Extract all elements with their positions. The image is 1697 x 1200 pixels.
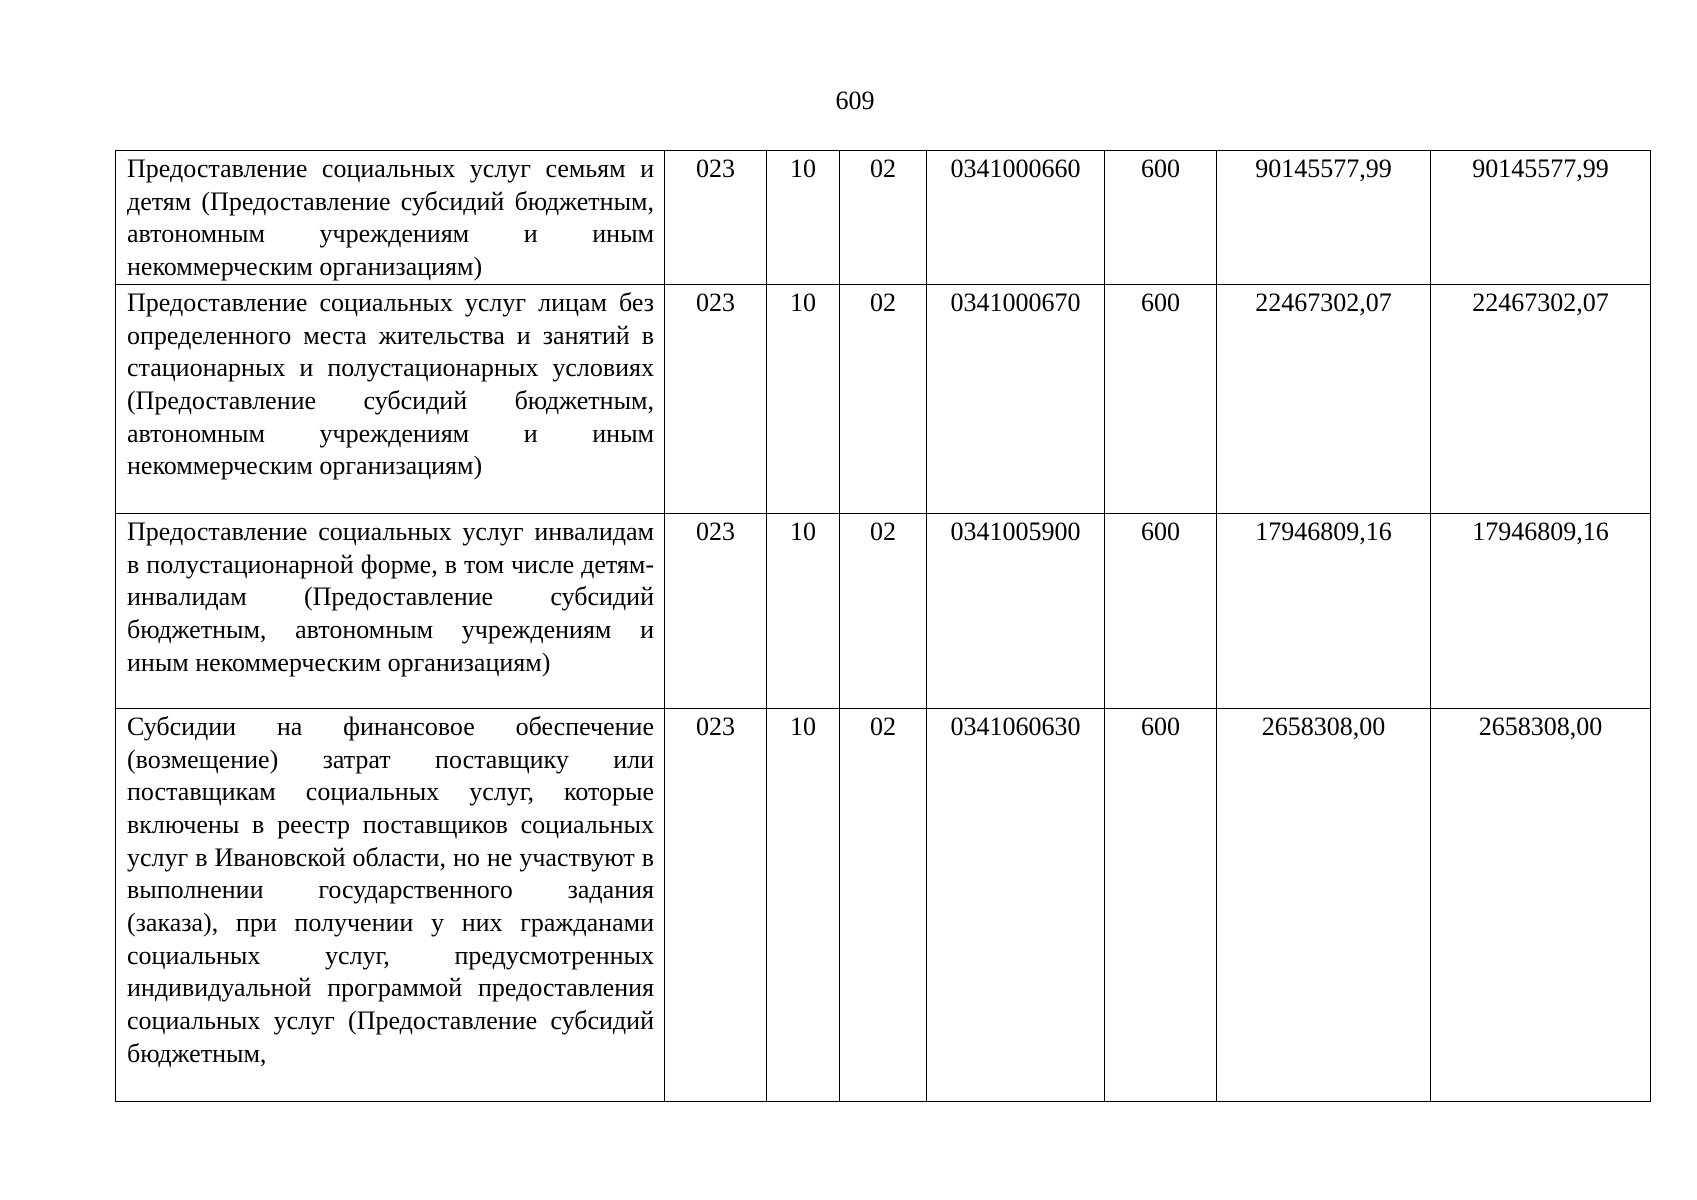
table-row [116, 513, 1651, 708]
section-code: 10 [767, 284, 840, 513]
table-row [116, 151, 1651, 285]
expense-type-code: 600 [1105, 284, 1217, 513]
section-code: 10 [767, 513, 840, 708]
amount-second: 2658308,00 [1431, 708, 1651, 1101]
subsection-code: 02 [840, 284, 927, 513]
amount-first: 90145577,99 [1217, 151, 1431, 285]
amount-first: 2658308,00 [1217, 708, 1431, 1101]
amount-second: 17946809,16 [1431, 513, 1651, 708]
ministry-code: 023 [665, 151, 767, 285]
amount-first: 22467302,07 [1217, 284, 1431, 513]
ministry-code: 023 [665, 284, 767, 513]
amount-first: 17946809,16 [1217, 513, 1431, 708]
expense-type-code: 600 [1105, 151, 1217, 285]
budget-table [115, 150, 1651, 1102]
amount-second: 90145577,99 [1431, 151, 1651, 285]
section-code: 10 [767, 151, 840, 285]
target-article-code: 0341000670 [927, 284, 1105, 513]
expense-type-code: 600 [1105, 708, 1217, 1101]
ministry-code: 023 [665, 708, 767, 1101]
section-code: 10 [767, 708, 840, 1101]
table-row [116, 708, 1651, 1101]
target-article-code: 0341000660 [927, 151, 1105, 285]
table-row [116, 284, 1651, 513]
amount-second: 22467302,07 [1431, 284, 1651, 513]
target-article-code: 0341060630 [927, 708, 1105, 1101]
subsection-code: 02 [840, 513, 927, 708]
expense-description: Субсидии на финансовое обеспечение (возмещение) затрат поставщику или поставщикам социальных услуг, которые включены в реестр поставщиков социальных услуг в Ивановской области, но не участвуют в выполнении государственного задания (заказа), при получении у них гражданами социальных услуг, предусмотренных индивидуальной программой предоставления социальных услуг (Предоставление субсидий бюджетным, [116, 708, 665, 1101]
ministry-code: 023 [665, 513, 767, 708]
expense-description: Предоставление социальных услуг семьям и детям (Предоставление субсидий бюджетным, автономным учреждениям и иным некоммерческим организациям) [116, 151, 665, 285]
expense-description: Предоставление социальных услуг инвалидам в полустационарной форме, в том числе детям-инвалидам (Предоставление субсидий бюджетным, автономным учреждениям и иным некоммерческим организациям) [116, 513, 665, 708]
page-number: 609 [835, 86, 875, 115]
subsection-code: 02 [840, 151, 927, 285]
target-article-code: 0341005900 [927, 513, 1105, 708]
expense-type-code: 600 [1105, 513, 1217, 708]
subsection-code: 02 [840, 708, 927, 1101]
expense-description: Предоставление социальных услуг лицам без определенного места жительства и занятий в стационарных и полустационарных условиях (Предоставление субсидий бюджетным, автономным учреждениям и иным некоммерческим организациям) [116, 284, 665, 513]
